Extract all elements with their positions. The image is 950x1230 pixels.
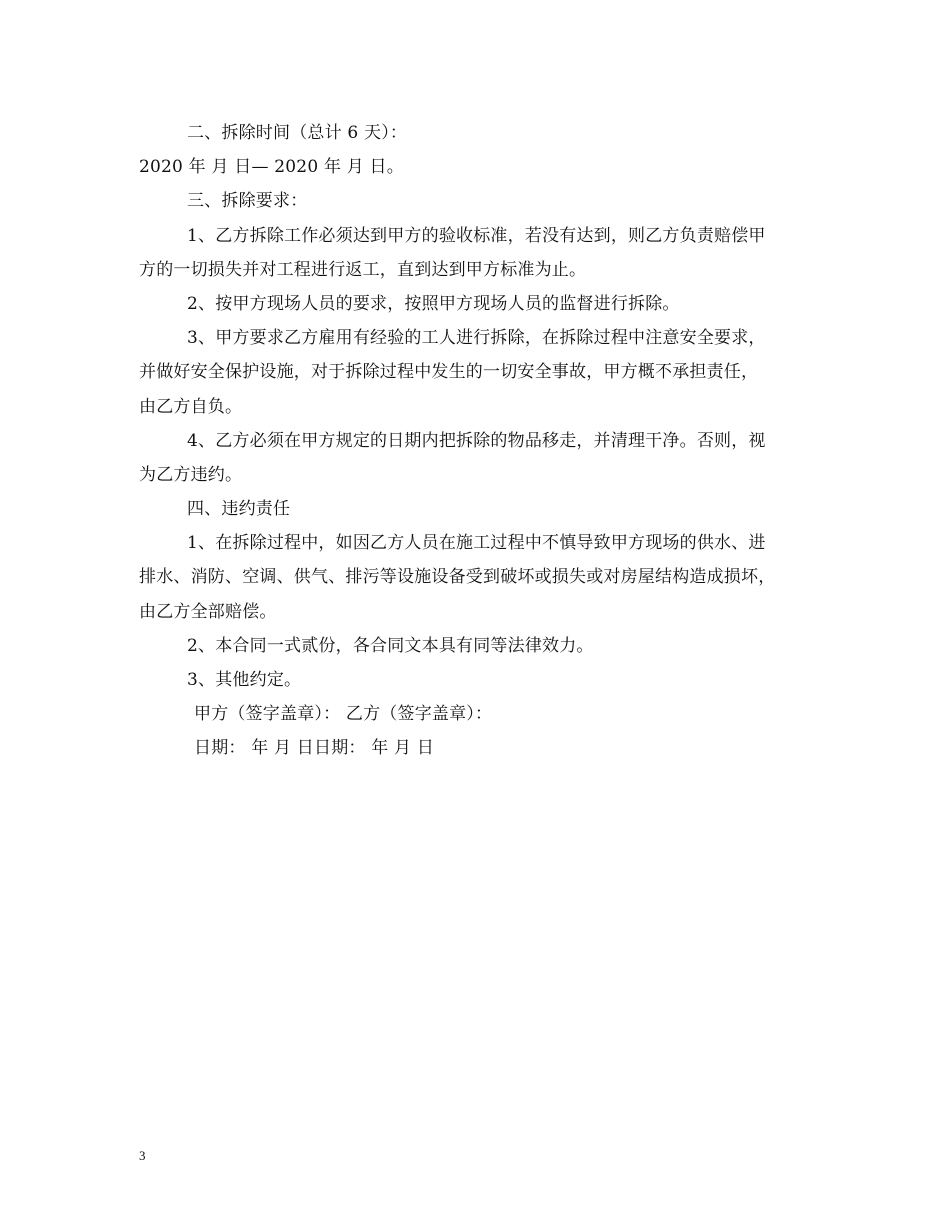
clause-3-1-line-2: 方的一切损失并对工程进行返工，直到达到甲方标准为止。 [139,259,587,280]
clause-4-1-line-1: 1、在拆除过程中，如因乙方人员在施工过程中不慎导致甲方现场的供水、进 [187,533,766,554]
clause-4-1-line-3: 由乙方全部赔偿。 [139,601,277,622]
clause-3-3-line-1: 3、甲方要求乙方雇用有经验的工人进行拆除，在拆除过程中注意安全要求， [187,328,766,349]
clause-3-3-line-3: 由乙方自负。 [139,396,243,417]
clause-3-2: 2、按甲方现场人员的要求，按照甲方现场人员的监督进行拆除。 [187,293,680,314]
signature-line: 甲方（签字盖章）： 乙方（签字盖章）： [194,704,493,725]
section-2-heading: 二、拆除时间（总计 6 天）： [187,123,408,143]
clause-4-1-line-2: 排水、消防、空调、供气、排污等设施设备受到破坏或损失或对房屋结构造成损坏， [139,567,776,588]
clause-4-3: 3、其他约定。 [187,670,302,690]
document-body [139,116,839,766]
clause-3-4-line-2: 为乙方违约。 [139,464,243,485]
section-3-heading: 三、拆除要求： [187,191,308,212]
date-line: 日期： 年 月 日日期： 年 月 日 [194,738,435,759]
section-4-heading: 四、违约责任 [187,499,291,520]
clause-4-2: 2、本合同一式贰份，各合同文本具有同等法律效力。 [187,635,594,656]
page-number: 3 [139,1148,146,1163]
demolition-date-range: 2020 年 月 日— 2020 年 月 日。 [139,157,404,178]
clause-3-3-line-2: 并做好安全保护设施，对于拆除过程中发生的一切安全事故，甲方概不承担责任， [139,362,759,383]
clause-3-4-line-1: 4、乙方必须在甲方规定的日期内把拆除的物品移走，并清理干净。否则，视 [187,430,766,451]
clause-3-1-line-1: 1、乙方拆除工作必须达到甲方的验收标准，若没有达到，则乙方负责赔偿甲 [187,225,766,246]
